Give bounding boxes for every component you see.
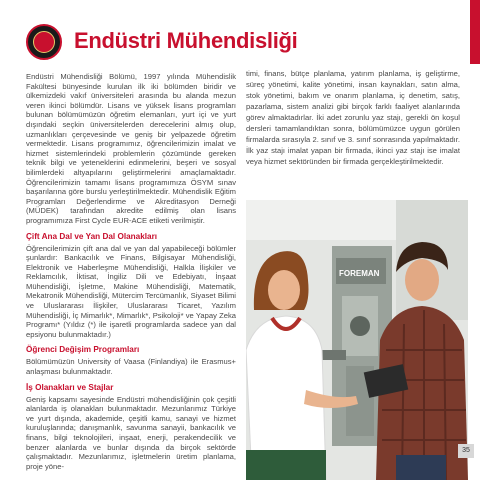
page-number: 35 bbox=[458, 444, 474, 458]
machine-brand-label: FOREMAN bbox=[339, 269, 380, 278]
university-logo bbox=[26, 24, 62, 60]
right-paragraph: timi, finans, bütçe planlama, yatırım planlama, iş geliştirme, süreç yönetimi, kalite yönetimi, insan kaynakları, satın alma, stok yönetimi, bakım ve onarım planlama, iç denetim, satış, pazarlama, sistem analizi gibi birçok farklı faaliyet alanlarında görev almaktadırlar. İki adet zorunlu yaz stajı, gerekli ön koşul dersleri tamamlandıktan sonra, bölümümüzce uygun görülen firmalarda sırasıyla 2. sınıf ve 3. sınıf sonrasında yapılmaktadır. İlk yaz stajı imalat yapan bir firmada, ikinci yaz stajı ise imalat veya hizmet sektöründen bir firmada gerçekleştirilmektedir. bbox=[246, 69, 460, 166]
section-title-double-major: Çift Ana Dal ve Yan Dal Olanakları bbox=[26, 231, 158, 241]
right-column bbox=[246, 68, 460, 173]
intro-paragraph: Endüstri Mühendisliği Bölümü, 1997 yılında Mühendislik Fakültesi bünyesinde kurulan ilk iki bölümden biridir ve ülkemizdeki vakıf üniversiteleri arasında bu alanda mezun veren ikinci bölümdür. Lisans ve yüksek lisans programları bulunan bölümümüzün öğretim elemanları, yurt içi ve yurt dışındaki seçkin üniversitelerden derecelerini almış olup, uzmanlıkları çerçevesinde ve geniş bir yelpazede öğretim vermektedir. Lisans programımız, öğrencilerimizin imalat ve hizmet sistemlerindeki problemlerin çözümünde gereken teknik bilgi ve yeteneklerini edinmelerini, beşeri ve sosyal bilimlerdeki altyapılarını geliştirmelerini amaçlamaktadır. Öğrencilerimizin tamamı lisans programımıza ÖSYM sınav başarılarına göre burslu yerleştirilmektedir. Mühendislik Eğitim Programları Değerlendirme ve Akreditasyon Derneği (MÜDEK) tarafından akredite edilmiş olan lisans programımıza First Cycle EUR-ACE etiketi verilmiştir. bbox=[26, 72, 236, 225]
section-text-exchange: Bölümümüzün University of Vaasa (Finlandiya) ile Erasmus+ anlaşması bulunmaktadır. bbox=[26, 357, 236, 377]
photo-illustration bbox=[246, 200, 468, 480]
side-tab-marker bbox=[470, 0, 480, 64]
logo-emblem bbox=[33, 31, 55, 53]
section-text-double-major: Öğrencilerimizin çift ana dal ve yan dal yapabileceği bölümler şunlardır: Bankacılık ve Finans, Bilgisayar Mühendisliği, Elektronik ve Haberleşme Mühendisliği, Halkla İlişkiler ve Reklamcılık, İktisat, İngiliz Dili ve Edebiyatı, İnşaat Mühendisliği, İşletme, Makine Mühendisliği, Matematik, Mekatronik Mühendisliği, Mütercim Tercümanlık, Siyaset Bilimi ve Uluslararası İlişkiler, Uluslararası Ticaret, Yazılım Mühendisliği, İç Mimarlık*, Mimarlık*, Psikoloji* ve Yapay Zeka Programı* (Yıldız (*) ile işaretli programlarda sadece yan dal epsiyonu bulunmaktadır.) bbox=[26, 243, 236, 339]
section-title-careers: İş Olanakları ve Stajlar bbox=[26, 382, 114, 392]
left-column bbox=[26, 72, 236, 477]
section-title-exchange: Öğrenci Değişim Programları bbox=[26, 345, 140, 355]
students-photo bbox=[246, 200, 468, 480]
page-title: Endüstri Mühendisliği bbox=[74, 28, 298, 53]
section-text-careers: Geniş kapsamı sayesinde Endüstri mühendisliğinin çok çeşitli alanlarda iş olanakları bulunmaktadır. Mezunlarımız Türkiye ve yurt dışında, akademide, çeşitli kamu, sanayi ve hizmet kuruluşlarında; danışmanlık, savunma sanayii, bankacılık ve finans, bilgi teknolojileri, inşaat, enerji, perakendecilik ve benzer alanlarda ve bunlar dışında da birçok sektörde çalışmaktadır. Mezunlarımız, işletmelerin üretim planlama, proje yöne- bbox=[26, 394, 236, 471]
header bbox=[26, 24, 456, 64]
